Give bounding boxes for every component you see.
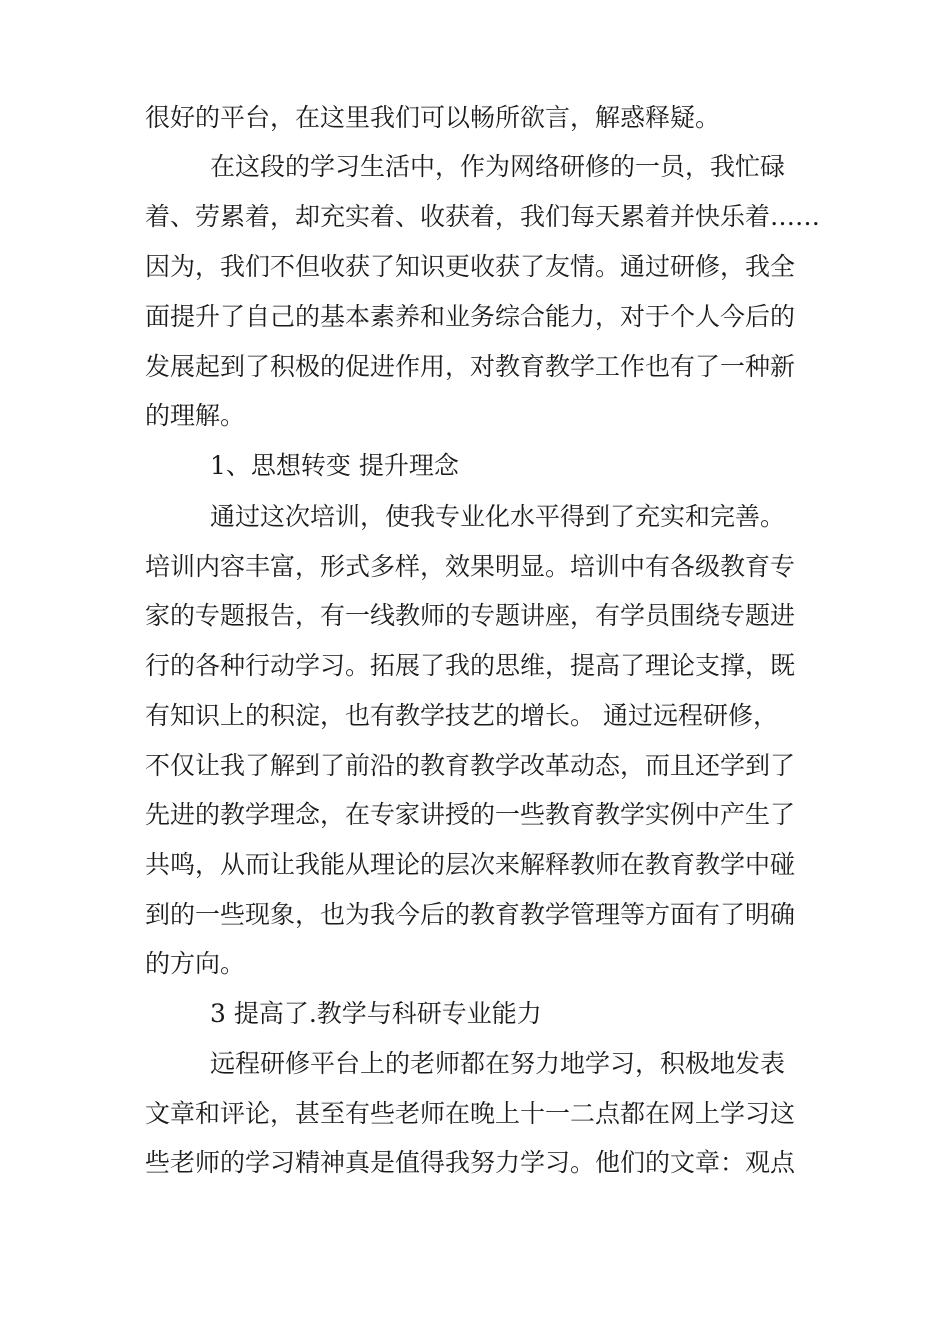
text-line-18: 的方向。 — [145, 949, 246, 978]
text-line-13: 有知识上的积淀，也有教学技艺的增长。 通过远程研修， — [145, 701, 778, 730]
text-line-2: 在这段的学习生活中，作为网络研修的一员，我忙碌 — [210, 152, 786, 181]
text-line-7: 的理解。 — [145, 401, 246, 430]
text-line-10: 培训内容丰富，形式多样，效果明显。培训中有各级教育专 — [145, 552, 796, 581]
text-line-5: 面提升了自己的基本素养和业务综合能力，对于个人今后的 — [145, 302, 796, 331]
text-line-14: 不仅让我了解到了前沿的教育教学改革动态，而且还学到了 — [145, 751, 796, 780]
text-line-3: 着、劳累着，却充实着、收获着，我们每天累着并快乐着…… — [145, 202, 821, 231]
text-line-1: 很好的平台，在这里我们可以畅所欲言，解惑释疑。 — [145, 103, 721, 132]
text-line-15: 先进的教学理念，在专家讲授的一些教育教学实例中产生了 — [145, 800, 796, 829]
section-heading-1: 1、思想转变 提升理念 — [210, 451, 459, 480]
section-heading-3: 3 提高了.教学与科研专业能力 — [210, 999, 542, 1028]
text-line-11: 家的专题报告，有一线教师的专题讲座，有学员围绕专题进 — [145, 601, 796, 630]
text-line-16: 共鸣，从而让我能从理论的层次来解释教师在教育教学中碰 — [145, 850, 796, 879]
text-line-17: 到的一些现象，也为我今后的教育教学管理等方面有了明确 — [145, 900, 796, 929]
text-line-20: 远程研修平台上的老师都在努力地学习，积极地发表 — [210, 1049, 786, 1078]
text-line-12: 行的各种行动学习。拓展了我的思维，提高了理论支撑，既 — [145, 651, 796, 680]
text-line-22: 些老师的学习精神真是值得我努力学习。他们的文章：观点 — [145, 1148, 796, 1177]
text-line-21: 文章和评论，甚至有些老师在晚上十一二点都在网上学习这 — [145, 1099, 796, 1128]
text-line-6: 发展起到了积极的促进作用，对教育教学工作也有了一种新 — [145, 352, 796, 381]
text-line-4: 因为，我们不但收获了知识更收获了友情。通过研修，我全 — [145, 252, 796, 281]
text-line-9: 通过这次培训，使我专业化水平得到了充实和完善。 — [210, 502, 786, 531]
